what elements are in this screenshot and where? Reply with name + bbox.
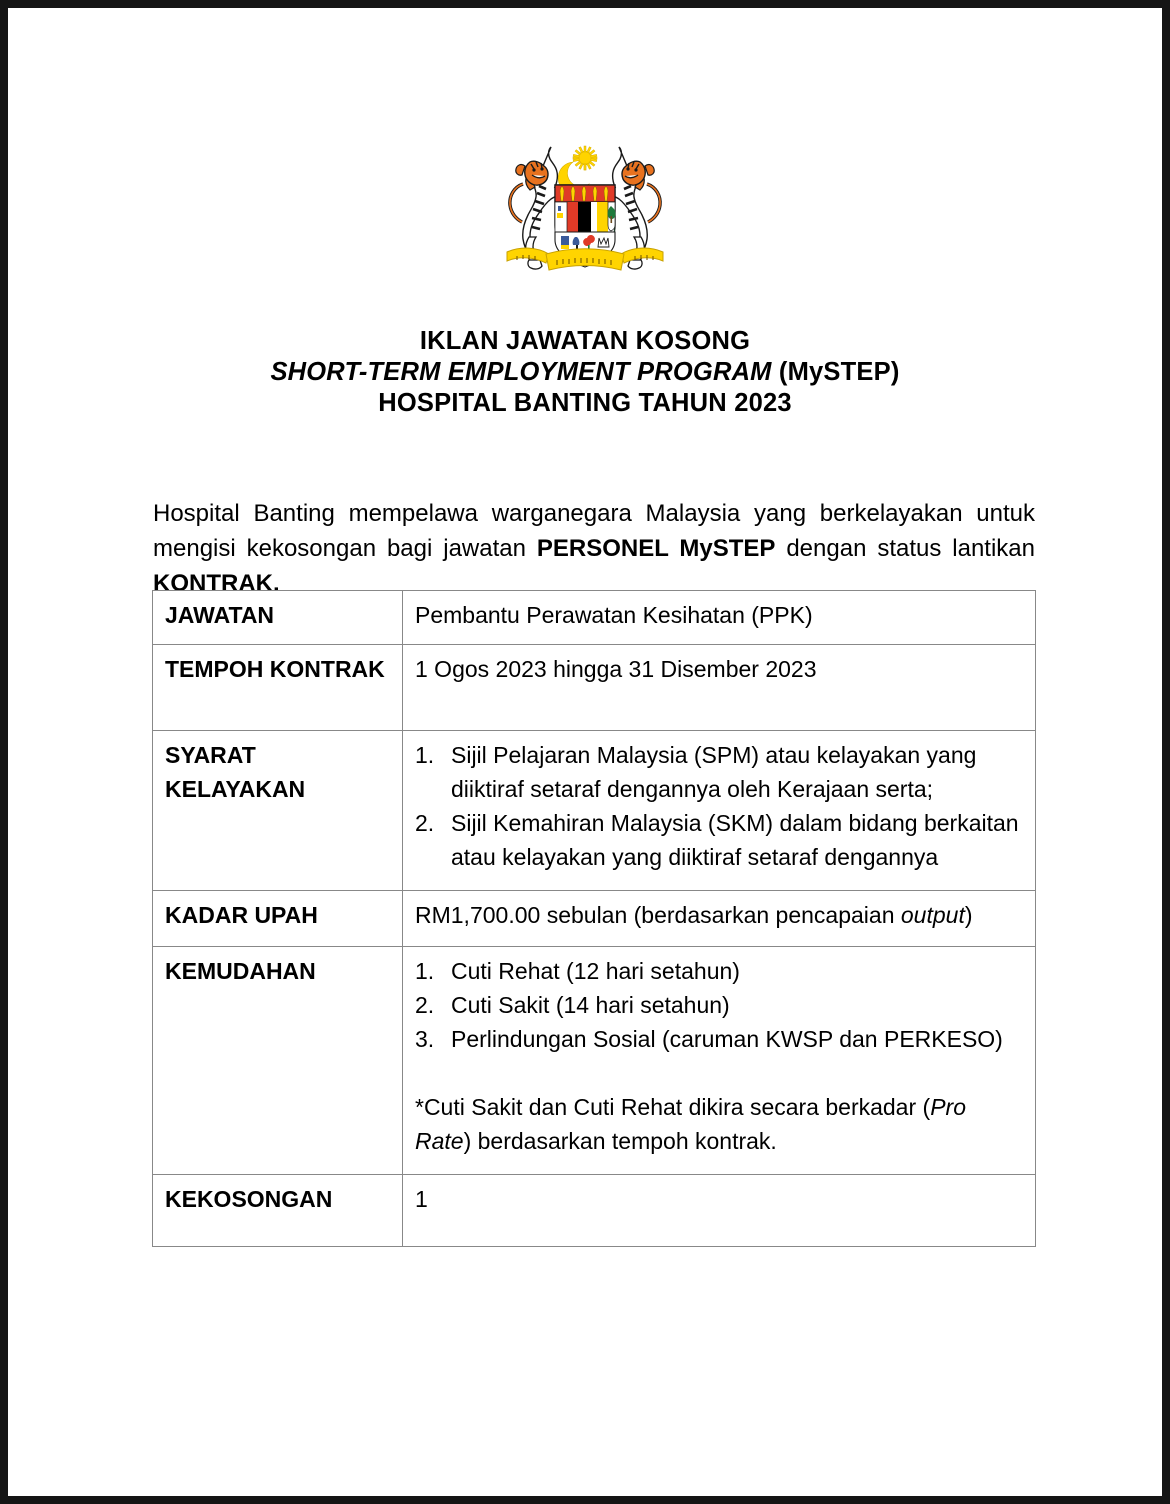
row-value-kemudahan bbox=[403, 947, 1036, 1175]
intro-bold-kontrak: KONTRAK. bbox=[153, 570, 280, 597]
list-item: Cuti Sakit (14 hari setahun) bbox=[451, 992, 730, 1018]
job-details-table bbox=[152, 590, 1036, 1247]
row-label-kekosongan: KEKOSONGAN bbox=[153, 1175, 403, 1247]
intro-bold-personel-mystep: PERSONEL MySTEP bbox=[536, 535, 776, 562]
document-page bbox=[8, 8, 1162, 1496]
table-row-kadar-upah bbox=[153, 891, 1036, 947]
row-value-syarat-kelayakan bbox=[403, 731, 1036, 891]
table-row-jawatan bbox=[153, 591, 1036, 645]
kemudahan-list bbox=[415, 954, 1026, 1056]
table-row-tempoh-kontrak bbox=[153, 645, 1036, 731]
intro-paragraph bbox=[153, 496, 1035, 601]
title-line-2-text: SHORT-TERM EMPLOYMENT PROGRAM bbox=[270, 358, 772, 386]
list-item: Perlindungan Sosial (caruman KWSP dan PERKESO) bbox=[451, 1026, 1003, 1052]
table-row-syarat-kelayakan bbox=[153, 731, 1036, 891]
row-label-tempoh-kontrak: TEMPOH KONTRAK bbox=[153, 645, 403, 731]
intro-text-1: Hospital Banting mempelawa warganegara Malaysia yang berkelayakan untuk mengisi kekosongan bagi jawatan bbox=[153, 500, 1035, 562]
row-value-tempoh-kontrak: 1 Ogos 2023 hingga 31 Disember 2023 bbox=[403, 645, 1036, 731]
note-text-1: *Cuti Sakit dan Cuti Rehat dikira secara berkadar ( bbox=[415, 1094, 931, 1120]
note-text-2: ) berdasarkan tempoh kontrak. bbox=[463, 1128, 777, 1154]
row-value-kadar-upah bbox=[403, 891, 1036, 947]
list-item: Sijil Pelajaran Malaysia (SPM) atau kelayakan yang diiktiraf setaraf dengannya oleh Kerajaan serta; bbox=[451, 742, 977, 802]
syarat-list bbox=[415, 738, 1026, 874]
kadar-italic-output: output bbox=[900, 902, 965, 928]
row-label-kadar-upah: KADAR UPAH bbox=[153, 891, 403, 947]
note-italic-pro-rate: Pro Rate bbox=[415, 1094, 966, 1154]
kadar-text-2: ) bbox=[964, 902, 973, 928]
table-row-kemudahan bbox=[153, 947, 1036, 1175]
row-value-jawatan: Pembantu Perawatan Kesihatan (PPK) bbox=[403, 591, 1036, 645]
title-line-3: HOSPITAL BANTING TAHUN 2023 bbox=[378, 389, 792, 417]
intro-text-2: dengan status lantikan bbox=[775, 535, 1036, 562]
title-block bbox=[8, 326, 1162, 419]
row-label-jawatan: JAWATAN bbox=[153, 591, 403, 645]
list-item: Cuti Rehat (12 hari setahun) bbox=[451, 958, 740, 984]
row-label-syarat-kelayakan: SYARAT KELAYAKAN bbox=[153, 731, 403, 891]
kadar-text-1: RM1,700.00 sebulan (berdasarkan pencapaian bbox=[415, 902, 901, 928]
malaysia-coat-of-arms-icon bbox=[487, 140, 683, 290]
row-value-kekosongan: 1 bbox=[403, 1175, 1036, 1247]
title-line-2 bbox=[8, 357, 1162, 388]
title-line-1: IKLAN JAWATAN KOSONG bbox=[419, 327, 751, 355]
list-item: Sijil Kemahiran Malaysia (SKM) dalam bidang berkaitan atau kelayakan yang diiktiraf setaraf dengannya bbox=[451, 810, 1019, 870]
title-line-2-mystep: (MySTEP) bbox=[771, 358, 900, 386]
table-row-kekosongan bbox=[153, 1175, 1036, 1247]
row-label-kemudahan: KEMUDAHAN bbox=[153, 947, 403, 1175]
kemudahan-note bbox=[415, 1090, 1026, 1158]
emblem-container bbox=[8, 140, 1162, 295]
